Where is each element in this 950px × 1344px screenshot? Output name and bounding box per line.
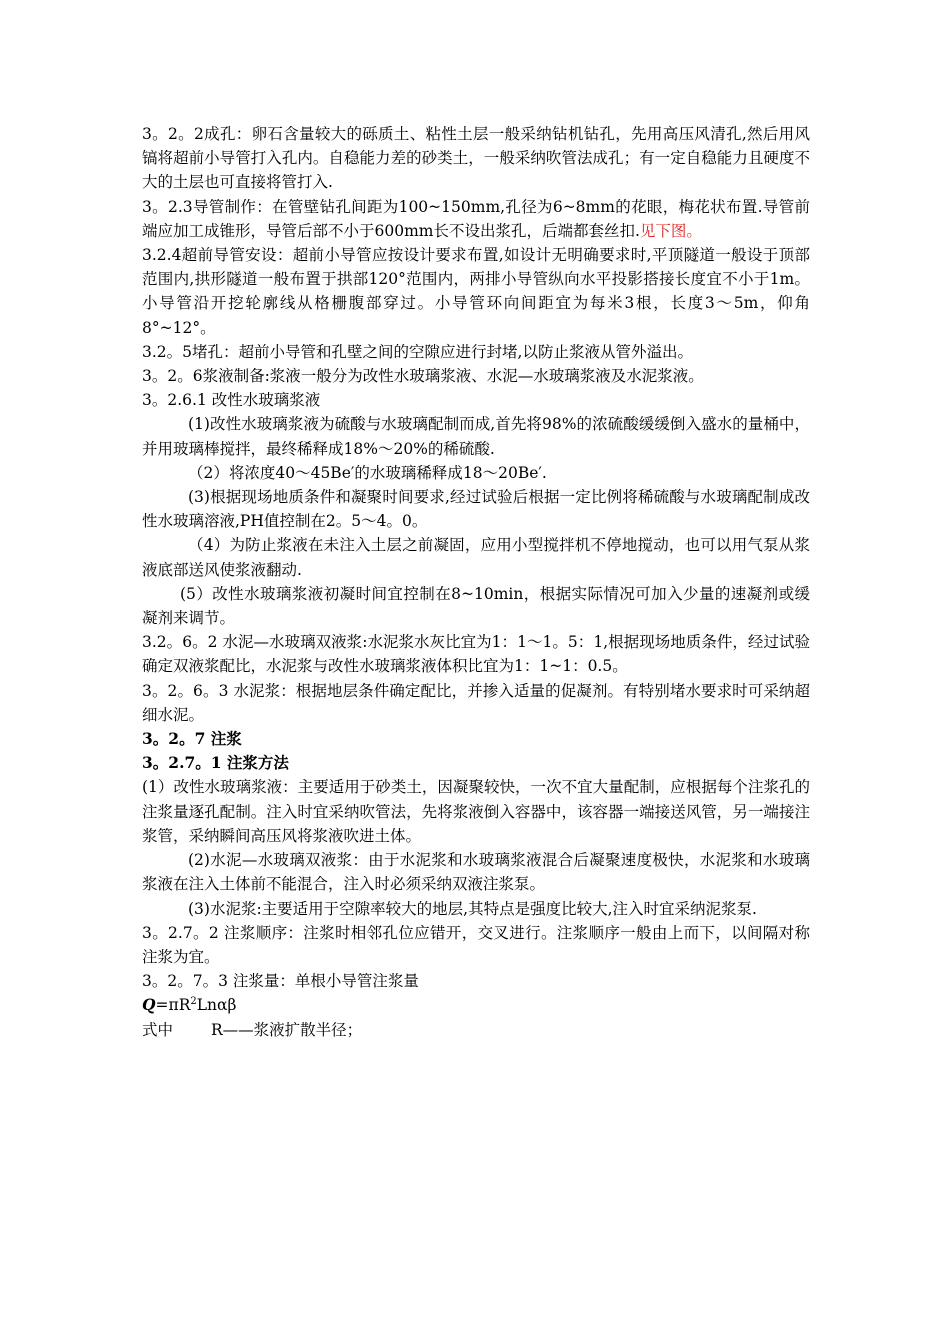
where-label: 式中 [142,1020,174,1039]
section-3-2-7-3: 3。2。7。3 注浆量：单根小导管注浆量 [142,972,419,991]
formula-superscript: 2 [190,996,197,1008]
section-3-2-6-1-item-2: （2）将浓度40～45Be′的水玻璃稀释成18～20Be′. [188,463,547,482]
section-3-2-3 [142,195,810,243]
section-3-2-7-heading: 3。2。7 注浆 [142,729,242,749]
formula-eq: =πR [155,996,191,1015]
document-body [142,122,810,1042]
formula-where [142,1018,810,1042]
formula-rest: Lnαβ [196,996,237,1015]
formula [142,993,810,1017]
section-3-2-6-1-item-1: (1)改性水玻璃浆液为硫酸与水玻璃配制而成,首先将98%的浓硫酸缓缓倒入盛水的量桶中，并用玻璃棒搅拌，最终稀释成18%～20%的稀硫酸. [142,415,810,458]
section-3-2-7-1-item-2: (2)水泥—水玻璃双液浆：由于水泥浆和水玻璃浆液混合后凝聚速度极快，水泥浆和水玻璃浆液在注入土体前不能混合，注入时必须采纳双液注浆泵。 [142,851,810,894]
formula-q: Q [142,995,156,1015]
section-3-2-6-1-item-4: （4）为防止浆液在未注入土层之前凝固，应用小型搅拌机不停地搅动，也可以用气泵从浆液底部送风使浆液翻动. [142,536,810,579]
section-3-2-7-1-item-3: (3)水泥浆:主要适用于空隙率较大的地层,其特点是强度比较大,注入时宜采纳泥浆泵. [188,899,757,918]
section-3-2-6-1-heading: 3。2.6.1 改性水玻璃浆液 [142,391,321,410]
see-figure-link: 见下图。 [639,221,702,240]
section-3-2-4: 3.2.4超前导管安设：超前小导管应按设计要求布置,如设计无明确要求时,平顶隧道一般设于顶部范围内,拱形隧道一般布置于拱部120°范围内，两排小导管纵向水平投影搭接长度宜不小于1m。小导管沿开挖轮廓线从格栅腹部穿过。小导管环向间距宜为每米3根，长度3～5m，仰角8°~12°。 [142,246,810,337]
section-3-2-6: 3。2。6浆液制备:浆液一般分为改性水玻璃浆液、水泥—水玻璃浆液及水泥浆液。 [142,367,704,386]
section-3-2-5: 3.2。5堵孔：超前小导管和孔壁之间的空隙应进行封堵,以防止浆液从管外溢出。 [142,342,693,361]
section-3-2-7-1-heading: 3。2.7。1 注浆方法 [142,753,289,773]
section-3-2-2: 3。2。2成孔：卵石含量较大的砾质土、粘性土层一般采纳钻机钻孔，先用高压风清孔,然后用风镐将超前小导管打入孔内。自稳能力差的砂类土，一般采纳吹管法成孔；有一定自稳能力且硬度不大的土层也可直接将管打入. [142,125,810,192]
section-3-2-3-text: 3。2.3导管制作：在管壁钻孔间距为100~150mm,孔径为6~8mm的花眼，梅花状布置.导管前端应加工成锥形，导管后部不小于600mm长不设出浆孔，后端都套丝扣. [142,197,810,240]
section-3-2-6-3: 3。2。6。3 水泥浆：根据地层条件确定配比，并掺入适量的促凝剂。有特别堵水要求时可采纳超细水泥。 [142,681,810,724]
section-3-2-6-1-item-3: (3)根据现场地质条件和凝聚时间要求,经过试验后根据一定比例将稀硫酸与水玻璃配制成改性水玻璃溶液,PH值控制在2。5～4。0。 [142,488,810,531]
where-text: R——浆液扩散半径； [211,1020,363,1039]
section-3-2-7-1-item-1: (1）改性水玻璃浆液：主要适用于砂类土，因凝聚较快，一次不宜大量配制，应根据每个注浆孔的注浆量逐孔配制。注入时宜采纳吹管法，先将浆液倒入容器中，该容器一端接送风管，另一端接注浆管，采纳瞬间高压风将浆液吹进土体。 [142,778,810,845]
section-3-2-6-2: 3.2。6。2 水泥—水玻璃双液浆:水泥浆水灰比宜为1：1～1。5：1,根据现场地质条件，经过试验确定双液浆配比，水泥浆与改性水玻璃浆液体积比宜为1：1~1：0.5。 [142,633,810,676]
section-3-2-7-2: 3。2.7。2 注浆顺序：注浆时相邻孔位应错开，交叉进行。注浆顺序一般由上而下，以间隔对称注浆为宜。 [142,923,810,966]
section-3-2-6-1-item-5: (5）改性水玻璃浆液初凝时间宜控制在8~10min，根据实际情况可加入少量的速凝剂或缓凝剂来调节。 [142,584,810,628]
